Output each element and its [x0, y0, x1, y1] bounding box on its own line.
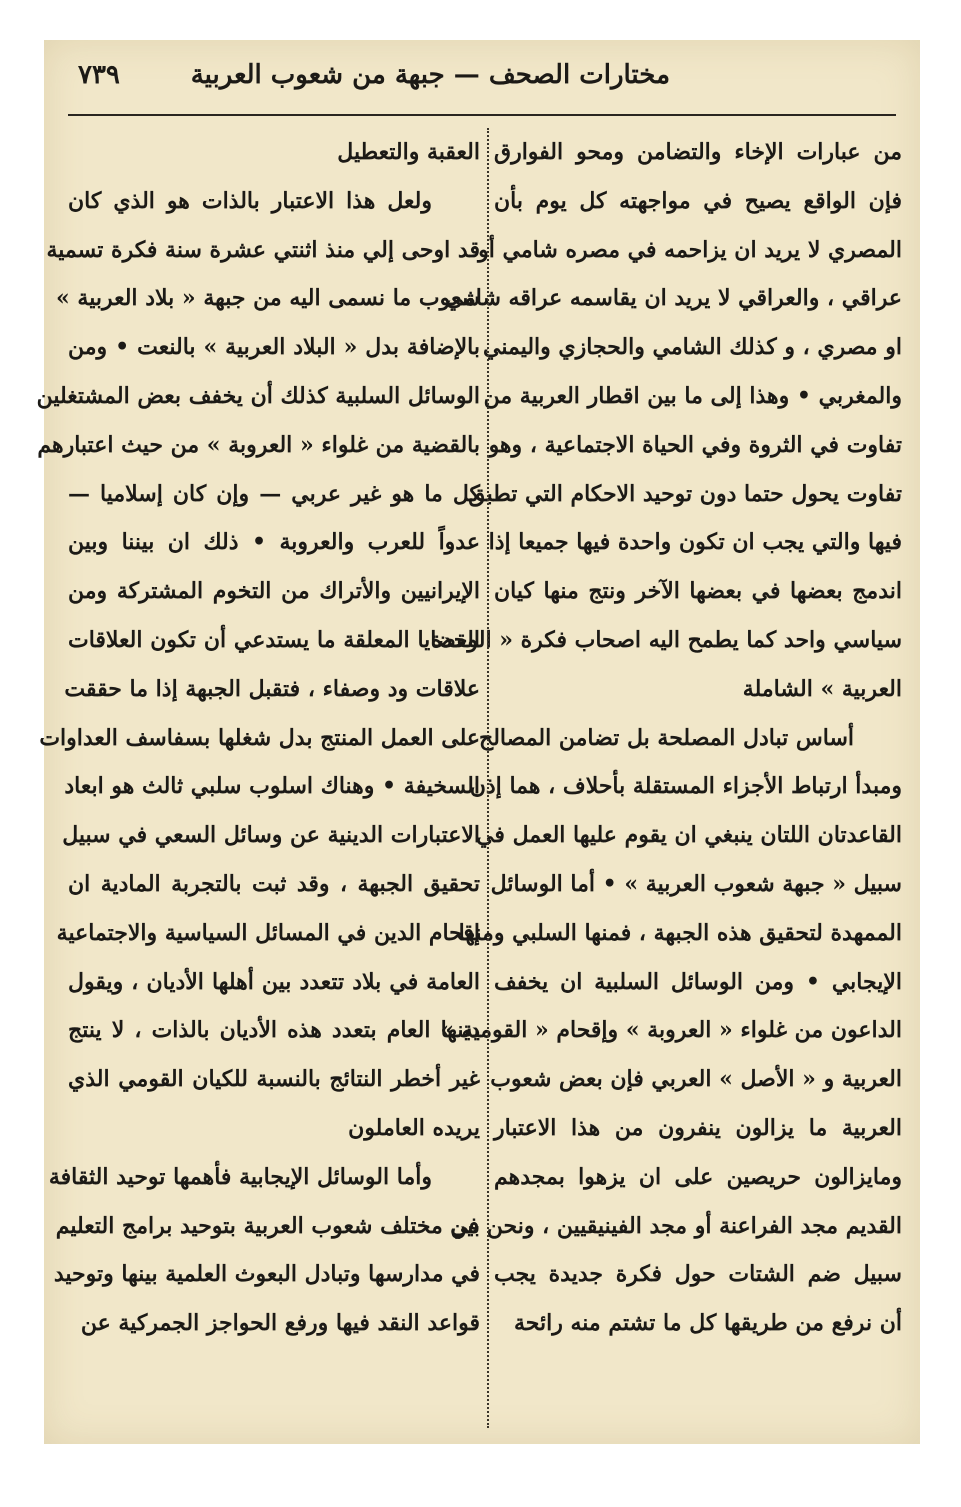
left-column-line: بالقضية من غلواء « العروبة » من حيث اعتبارهم [37, 431, 480, 458]
right-column-line: أن نرفع من طريقها كل ما تشتم منه رائحة [513, 1310, 902, 1337]
right-column-line: ومبدأ ارتباط الأجزاء المستقلة بأحلاف ، هما إذن [469, 773, 902, 800]
right-column-line: سبيل « جبهة شعوب العربية » • أما الوسائل [490, 870, 902, 897]
page-number: ٧٣٩ [78, 60, 120, 90]
right-column-line: الممهدة لتحقيق هذه الجبهة ، فمنها السلبي ومنها [458, 919, 902, 946]
left-column-line: ولعل هذا الاعتبار بالذات هو الذي كان [68, 187, 432, 214]
left-column-line: الاعتبارات الدينية عن وسائل السعي في سبيل [62, 822, 480, 849]
right-column-line: سبيل ضم الشتات حول فكرة جديدة يجب [494, 1261, 902, 1288]
right-column [430, 128, 902, 1348]
right-column-line: تفاوت في الثروة وفي الحياة الاجتماعية ، وهو [488, 431, 902, 458]
right-column-line: الداعون من غلواء « العروبة » وإقحام « القومية » [440, 1017, 902, 1044]
left-column-line: يريده العاملون [348, 1114, 480, 1141]
right-column-line: اندمج بعضها في بعضها الآخر ونتج منها كيان [494, 578, 902, 605]
left-column-line: دينها العام بتعدد هذه الأديان بالذات ، لا ينتج [68, 1017, 480, 1044]
left-column-line: بالإضافة بدل « البلاد العربية » بالنعت • ومن [68, 334, 480, 361]
left-column-line: غير أخطر النتائج بالنسبة للكيان القومي الذي [68, 1066, 480, 1093]
scanned-page [36, 40, 920, 1444]
left-column [36, 128, 480, 1348]
right-column-line: القاعدتان اللتان ينبغي ان يقوم عليها العمل في [476, 822, 902, 849]
right-column-line: او مصري ، و كذلك الشامي والحجازي واليمني [483, 334, 902, 361]
right-column-line: القديم مجد الفراعنة أو مجد الفينيقيين ، ونحن في [450, 1212, 902, 1239]
right-column-line: العربية » الشاملة [742, 675, 902, 702]
left-column-line: قواعد النقد فيها ورفع الحواجز الجمركية عن [80, 1310, 480, 1337]
right-column-line: سياسي واحد كما يطمح اليه اصحاب فكرة « الوحدة [430, 626, 902, 653]
left-column-line: علاقات ود وصفاء ، فتقبل الجبهة إذا ما حققت [64, 675, 480, 702]
left-column-line: على العمل المنتج بدل شغلها بسفاسف العداوات [39, 724, 480, 751]
left-column-line: القضايا المعلقة ما يستدعي أن تكون العلاقات [68, 626, 480, 653]
right-column-line: والمغربي • وهذا إلى ما بين اقطار العربية من [483, 382, 902, 409]
column-divider [487, 128, 489, 1428]
right-column-line: العربية ما يزالون ينفرون من هذا الاعتبار [494, 1114, 902, 1141]
running-title: مختارات الصحف — جبهة من شعوب العربية [190, 60, 670, 90]
left-column-line: في مدارسها وتبادل البعوث العلمية بينها وتوحيد [53, 1261, 480, 1288]
left-column-line: إقحام الدين في المسائل السياسية والاجتماعية [56, 919, 480, 946]
left-column-line: وأما الوسائل الإيجابية فأهمها توحيد الثقافة [48, 1163, 432, 1190]
left-column-line: العامة في بلاد تتعدد بين أهلها الأديان ، ويقول [68, 968, 480, 995]
right-column-line: أساس تبادل المصلحة بل تضامن المصالح [479, 724, 854, 751]
left-column-line: السخيفة • وهناك اسلوب سلبي ثالث هو ابعاد [64, 773, 480, 800]
left-column-line: عدواً للعرب والعروبة • ذلك ان بيننا وبين [68, 529, 480, 556]
right-column-line: فيها والتي يجب ان تكون واحدة فيها جميعا إذا [488, 529, 902, 556]
header-rule [68, 114, 896, 116]
left-column-line: الوسائل السلبية كذلك أن يخفف بعض المشتغلين [36, 382, 480, 409]
right-column-line: المصري لا يريد ان يزاحمه في مصره شامي أو [478, 236, 902, 263]
right-column-line: العربية و « الأصل » العربي فإن بعض شعوب [490, 1066, 902, 1093]
right-column-line: تفاوت يحول حتما دون توحيد الاحكام التي تطبق [468, 480, 902, 507]
right-column-line: الإيجابي • ومن الوسائل السلبية ان يخفف [494, 968, 902, 995]
right-column-line: من عبارات الإخاء والتضامن ومحو الفوارق [494, 139, 902, 165]
left-column-line: العقبة والتعطيل [337, 139, 480, 165]
right-column-line: ومايزالون حريصين على ان يزهوا بمجدهم [494, 1163, 902, 1190]
left-column-line: بين مختلف شعوب العربية بتوحيد برامج التعليم [55, 1212, 480, 1239]
right-column-line: عراقي ، والعراقي لا يريد ان يقاسمه عراقه شامي [445, 285, 902, 312]
left-column-line: الإيرانيين والأتراك من التخوم المشتركة ومن [68, 578, 480, 605]
right-column-line: فإن الواقع يصيح في مواجهته كل يوم بأن [494, 187, 902, 214]
left-column-line: تحقيق الجبهة ، وقد ثبت بالتجربة المادية ان [68, 870, 480, 897]
left-column-line: كل ما هو غير عربي — وإن كان إسلاميا — [68, 480, 480, 507]
left-column-line: شعوب ما نسمى اليه من جبهة « بلاد العربية » [56, 285, 480, 312]
page-header [44, 54, 920, 104]
left-column-line: قد اوحى إلي منذ اثنتي عشرة سنة فكرة تسمية [46, 236, 480, 263]
